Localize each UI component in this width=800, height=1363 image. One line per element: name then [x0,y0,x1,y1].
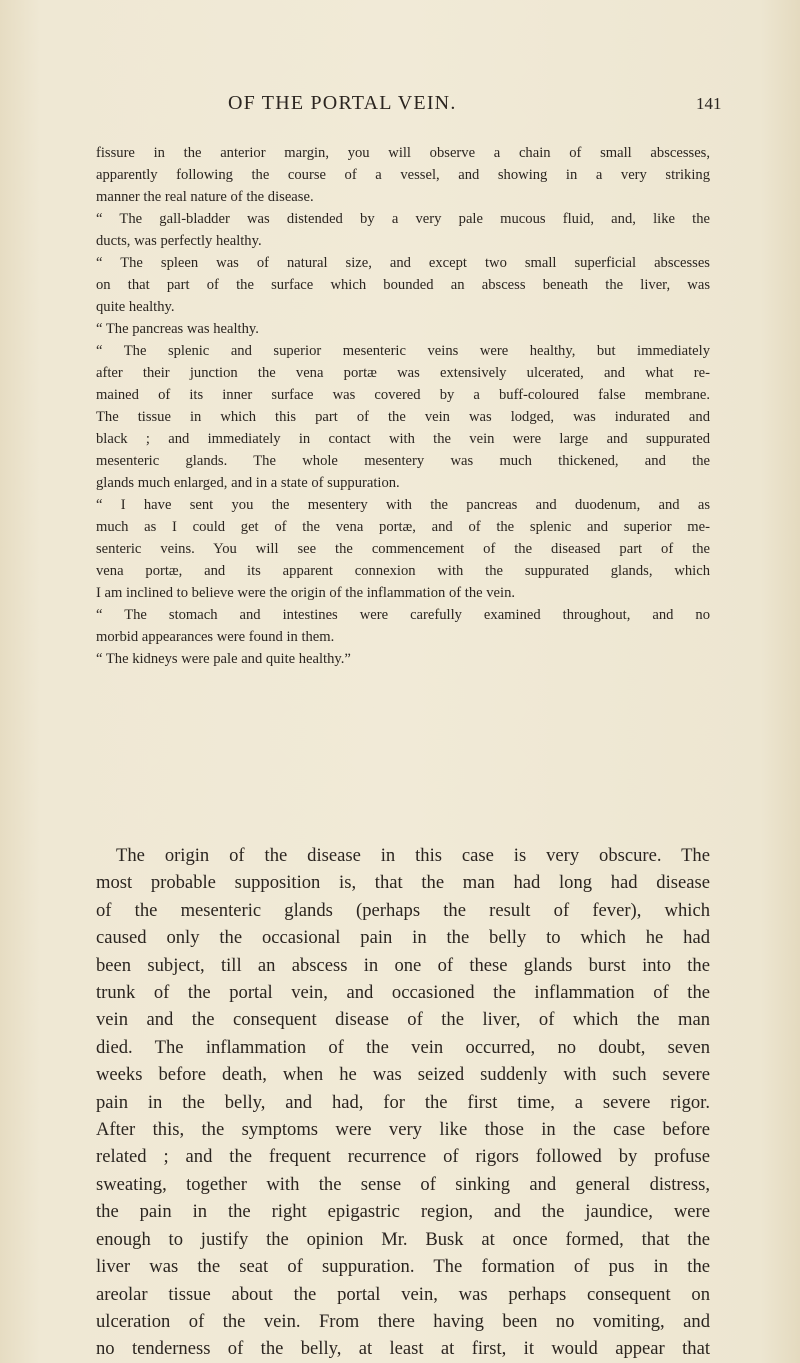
letter-line: apparently following the course of a vessel, and showing in a very striking [96,167,710,183]
commentary-line: enough to justify the opinion Mr. Busk at once formed, that the [96,1228,710,1250]
commentary-paragraph [96,842,710,1363]
running-title: OF THE PORTAL VEIN. [228,92,457,114]
letter-line: ducts, was perfectly healthy. [96,233,262,249]
letter-line: “ The splenic and superior mesenteric veins were healthy, but immediately [96,343,710,359]
letter-line: vena portæ, and its apparent connexion with the suppurated glands, which [96,563,710,579]
commentary-line: of the mesenteric glands (perhaps the result of fever), which [96,899,710,921]
letter-line: quite healthy. [96,299,175,315]
letter-line: “ The gall-bladder was distended by a very pale mucous fluid, and, like the [96,211,710,227]
letter-line: I am inclined to believe were the origin of the inflammation of the vein. [96,585,516,601]
letter-line: “ The pancreas was healthy. [96,321,259,337]
commentary-line: The origin of the disease in this case is very obscure. The [116,845,710,866]
commentary-line: most probable supposition is, that the man had long had disease [96,872,710,894]
commentary-line: liver was the seat of suppuration. The formation of pus in the [96,1256,710,1278]
commentary-line: trunk of the portal vein, and occasioned the inflammation of the [96,982,710,1004]
letter-line: “ I have sent you the mesentery with the pancreas and duodenum, and as [96,497,710,513]
letter-line: manner the real nature of the disease. [96,189,314,205]
letter-line: glands much enlarged, and in a state of suppuration. [96,475,400,491]
commentary-line: areolar tissue about the portal vein, was perhaps consequent on [96,1283,710,1305]
letter-line: “ The spleen was of natural size, and except two small superficial abscesses [96,255,710,271]
commentary-line: died. The inflammation of the vein occurred, no doubt, seven [96,1036,710,1058]
letter-line: senteric veins. You will see the commencement of the diseased part of the [96,541,710,557]
letter-line: The tissue in which this part of the vein was lodged, was indurated and [96,409,710,425]
letter-line: “ The kidneys were pale and quite healthy.” [96,651,351,667]
commentary-line: caused only the occasional pain in the belly to which he had [96,927,710,949]
letter-line: on that part of the surface which bounded an abscess beneath the liver, was [96,277,710,293]
letter-line: after their junction the vena portæ was extensively ulcerated, and what re- [96,365,710,381]
commentary-line: pain in the belly, and had, for the first time, a severe rigor. [96,1091,710,1113]
letter-line: mained of its inner surface was covered by a buff-coloured false membrane. [96,387,710,403]
letter-line: mesenteric glands. The whole mesentery was much thickened, and the [96,453,710,469]
commentary-line: been subject, till an abscess in one of these glands burst into the [96,954,710,976]
commentary-line: related ; and the frequent recurrence of rigors followed by profuse [96,1146,710,1168]
commentary-line: vein and the consequent disease of the liver, of which the man [96,1009,710,1031]
letter-line: much as I could get of the vena portæ, and of the splenic and superior me- [96,519,710,535]
commentary-line: weeks before death, when he was seized suddenly with such severe [96,1064,710,1086]
running-head [0,92,800,122]
letter-line: morbid appearances were found in them. [96,629,335,645]
letter-line: fissure in the anterior margin, you will observe a chain of small abscesses, [96,145,710,161]
letter-line: black ; and immediately in contact with the vein were large and suppurated [96,431,710,447]
commentary-line: After this, the symptoms were very like those in the case before [96,1119,710,1141]
commentary-line: sweating, together with the sense of sinking and general distress, [96,1173,710,1195]
page-number: 141 [696,94,722,113]
quoted-letter [96,142,710,670]
letter-line: “ The stomach and intestines were carefully examined throughout, and no [96,607,710,623]
commentary-line: ulceration of the vein. From there having been no vomiting, and [96,1310,710,1332]
commentary-line: no tenderness of the belly, at least at first, it would appear that [96,1338,710,1360]
commentary-line: the pain in the right epigastric region, and the jaundice, were [96,1201,710,1223]
